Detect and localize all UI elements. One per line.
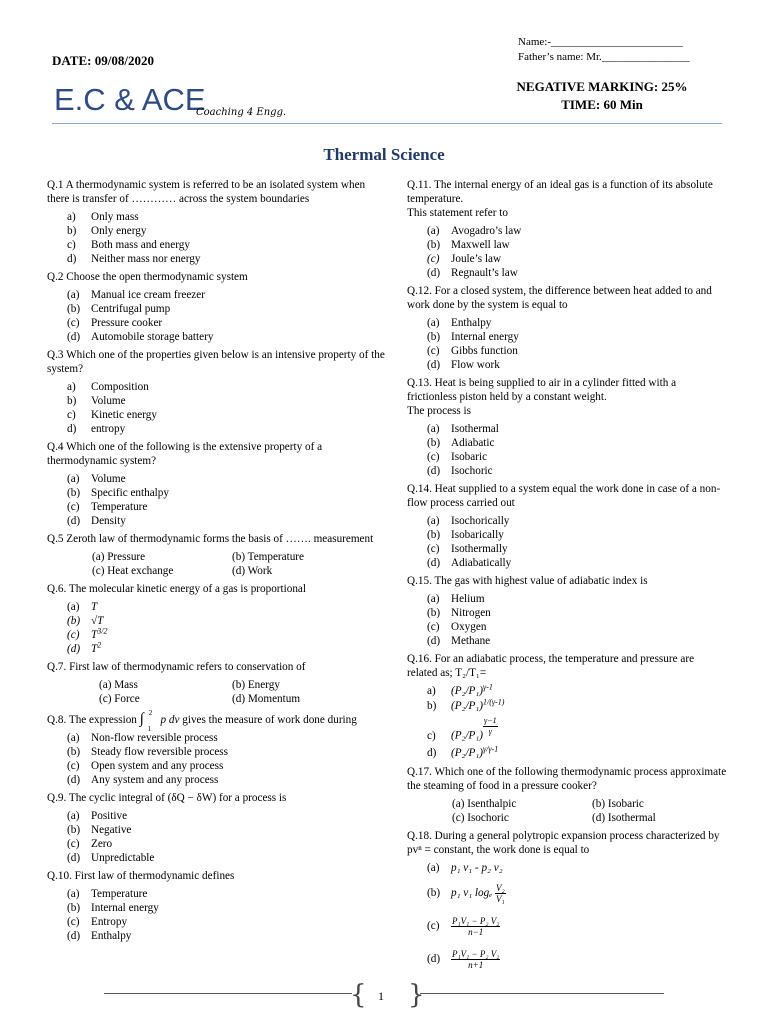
- question-5: Q.5 Zeroth law of thermodynamic forms the basis of ……. measurement: [47, 533, 374, 545]
- option: (a) Isenthalpic: [452, 797, 517, 810]
- page-number: 1: [378, 989, 384, 1003]
- option: (b) p₁ v₁ logₑ $\frac{\text{V₂}}{\text{V₁}}$: [427, 882, 505, 904]
- footer-brace-left: {: [350, 980, 367, 1010]
- father-name-line: Father’s name: Mr.________________: [518, 51, 690, 63]
- option: (c) Force: [99, 693, 140, 705]
- option: (d) Density: [67, 515, 126, 527]
- footer-brace-right: }: [408, 980, 425, 1010]
- option: (b) Isobaric: [592, 797, 644, 810]
- option: (b) Internal energy: [67, 902, 159, 914]
- question-8: Q.8. The expression ∫ 2 1 p dv gives the measure of work done during: [47, 709, 357, 733]
- question-14: Q.14. Heat supplied to a system equal the work done in case of a non-flow process carried out: [407, 483, 721, 509]
- exam-time: TIME: 60 Min: [561, 97, 643, 112]
- option: c) Both mass and energy: [67, 239, 190, 251]
- question-3: Q.3 Which one of the properties given below is an intensive property of the system?: [47, 349, 385, 375]
- option: (a) Positive: [67, 810, 128, 822]
- q2-options: [47, 288, 387, 344]
- q7-options: [47, 678, 387, 706]
- option: (b) Steady flow reversible process: [67, 746, 229, 758]
- option: (b) Energy: [232, 679, 280, 691]
- option: (a) Isothermal: [427, 423, 499, 435]
- logo: E.C & ACE: [54, 82, 206, 117]
- option: (a) Helium: [427, 593, 485, 605]
- option: (a) Temperature: [67, 888, 148, 900]
- option: (b) Maxwell law: [427, 239, 510, 251]
- q11-options: [407, 224, 727, 280]
- option: (c) $T^{3/2}$: [67, 626, 108, 641]
- option: (b) Specific enthalpy: [67, 487, 169, 499]
- question-11: Q.11. The internal energy of an ideal gas is a function of its absolute temperature.: [407, 179, 713, 205]
- option: a) Only mass: [67, 211, 139, 223]
- q5-options: [47, 550, 387, 578]
- question-16: Q.16. For an adiabatic process, the temperature and pressure are related as; T₂/T₁=: [407, 653, 695, 679]
- option: c) Kinetic energy: [67, 409, 157, 421]
- option: (c) Isobaric: [427, 451, 488, 463]
- question-6: Q.6. The molecular kinetic energy of a gas is proportional: [47, 583, 306, 595]
- question-17: Q.17. Which one of the following thermodynamic process approximate the steaming of food in a pressure cooker?: [407, 765, 727, 792]
- option: (d) $\frac{\text{P₁V₁ − P₂ V₂}}{n+1}$: [427, 948, 500, 970]
- q18-options: [407, 861, 727, 970]
- q17-options: [407, 797, 727, 825]
- option: (d) Methane: [427, 635, 491, 647]
- question-10: Q.10. First law of thermodynamic defines: [47, 870, 235, 882]
- q3-options: [47, 380, 387, 436]
- option: (c) Heat exchange: [92, 565, 174, 577]
- question-11-stem: This statement refer to: [407, 207, 508, 219]
- student-details: [518, 35, 690, 65]
- option: b) Volume: [67, 395, 126, 407]
- option: (d) Flow work: [427, 359, 500, 371]
- question-4: Q.4 Which one of the following is the extensive property of a thermodynamic system?: [47, 441, 323, 467]
- option: (b) Internal energy: [427, 331, 519, 343]
- option: (b) √T: [67, 615, 104, 627]
- option: (b) Negative: [67, 824, 132, 836]
- option: (c) Oxygen: [427, 621, 487, 633]
- q14-options: [407, 514, 727, 570]
- option: (a) Non-flow reversible process: [67, 732, 218, 744]
- option: (d) Isochoric: [427, 465, 493, 477]
- q1-options: [47, 210, 387, 266]
- option: (c) Pressure cooker: [67, 317, 163, 329]
- question-13: Q.13. Heat is being supplied to air in a cylinder fitted with a frictionless piston held by a constant weight.: [407, 377, 677, 403]
- option: (a) p₁ v₁ - p₂ v₂: [427, 861, 503, 874]
- option: (a) Enthalpy: [427, 317, 492, 329]
- option: (d) Enthalpy: [67, 930, 132, 942]
- q10-options: [47, 887, 387, 943]
- option: d) Neither mass nor energy: [67, 253, 201, 265]
- option: c) (P₂/P₁) $\frac{\gamma-1}{\gamma}$: [427, 716, 497, 742]
- option: a) $(P_2/P_1)^{\gamma-1}$: [427, 682, 493, 697]
- option: (c) Temperature: [67, 501, 148, 513]
- option: (a) Isochorically: [427, 515, 510, 527]
- option: (c) Entropy: [67, 916, 128, 928]
- option: (b) Nitrogen: [427, 607, 491, 619]
- option: (d) Adiabatically: [427, 557, 512, 569]
- q13-options: [407, 422, 727, 478]
- option: (b) Temperature: [232, 551, 305, 563]
- option: (d) $T^2$: [67, 640, 102, 655]
- negative-marking: NEGATIVE MARKING: 25%: [516, 79, 688, 94]
- option: (b) Centrifugal pump: [67, 303, 171, 315]
- option: b) $(P_2/P_1)^{1/(\gamma-1)}$: [427, 697, 505, 712]
- option: (c) Isothermally: [427, 543, 508, 555]
- option: (d) Automobile storage battery: [67, 331, 214, 343]
- option: (a) Manual ice cream freezer: [67, 289, 205, 301]
- option: (d) Work: [232, 565, 273, 577]
- option: (c) Open system and any process: [67, 760, 224, 772]
- option: d) entropy: [67, 423, 126, 435]
- question-15: Q.15. The gas with highest value of adiabatic index is: [407, 575, 648, 587]
- q12-options: [407, 316, 727, 372]
- q4-options: [47, 472, 387, 528]
- left-column: [47, 178, 387, 947]
- option: (b) Isobarically: [427, 529, 504, 541]
- option: (c) Gibbs function: [427, 345, 518, 357]
- option: d) $(P_2/P_1)^{\gamma/\gamma-1}$: [427, 744, 499, 759]
- question-18: Q.18. During a general polytropic expansion process characterized by pvⁿ = constant, the work done is equal to: [407, 829, 720, 856]
- question-13-stem: The process is: [407, 405, 472, 417]
- option: a) Composition: [67, 381, 149, 393]
- footer-rule-left: [104, 993, 352, 994]
- name-line: Name:-________________________: [518, 36, 683, 48]
- exam-date: DATE: 09/08/2020: [52, 53, 154, 68]
- option: (c) Joule’s law: [427, 253, 502, 265]
- option: (c) Isochoric: [452, 811, 509, 824]
- option: (a) Avogadro’s law: [427, 225, 522, 237]
- option: (d) Any system and any process: [67, 774, 219, 786]
- question-12: Q.12. For a closed system, the difference between heat added to and work done by the system is equal to: [407, 285, 712, 311]
- option: (d) Unpredictable: [67, 852, 155, 864]
- option: (c) $\frac{\text{P₁V₁ − P₂ V₂}}{n-1}$: [427, 915, 500, 937]
- option: (a) Pressure: [92, 551, 146, 563]
- option: (a) T: [67, 601, 98, 613]
- option: (d) Momentum: [232, 693, 301, 705]
- exam-info: [484, 78, 720, 114]
- q16-options: [407, 684, 727, 761]
- page-title: Thermal Science: [323, 145, 445, 164]
- option: b) Only energy: [67, 225, 147, 237]
- q8-options: [47, 731, 387, 787]
- q9-options: [47, 809, 387, 865]
- logo-tagline: Coaching 4 Engg.: [196, 107, 287, 118]
- right-column: [407, 178, 727, 974]
- option: (b) Adiabatic: [427, 437, 495, 449]
- option: (d) Regnault’s law: [427, 267, 518, 279]
- q15-options: [407, 592, 727, 648]
- q6-options: [47, 600, 387, 656]
- option: (a) Volume: [67, 473, 126, 485]
- question-2: Q.2 Choose the open thermodynamic system: [47, 271, 248, 283]
- header-divider: [52, 123, 722, 124]
- option: (d) Isothermal: [592, 811, 656, 824]
- option: (a) Mass: [99, 679, 138, 691]
- option: (c) Zero: [67, 838, 113, 850]
- question-7: Q.7. First law of thermodynamic refers to conservation of: [47, 661, 306, 673]
- question-1: Q.1 A thermodynamic system is referred to be an isolated system when there is transfer of ………… across the system boundaries: [47, 179, 366, 205]
- footer-rule-right: [420, 993, 664, 994]
- question-9: Q.9. The cyclic integral of (δQ − δW) for a process is: [47, 792, 287, 804]
